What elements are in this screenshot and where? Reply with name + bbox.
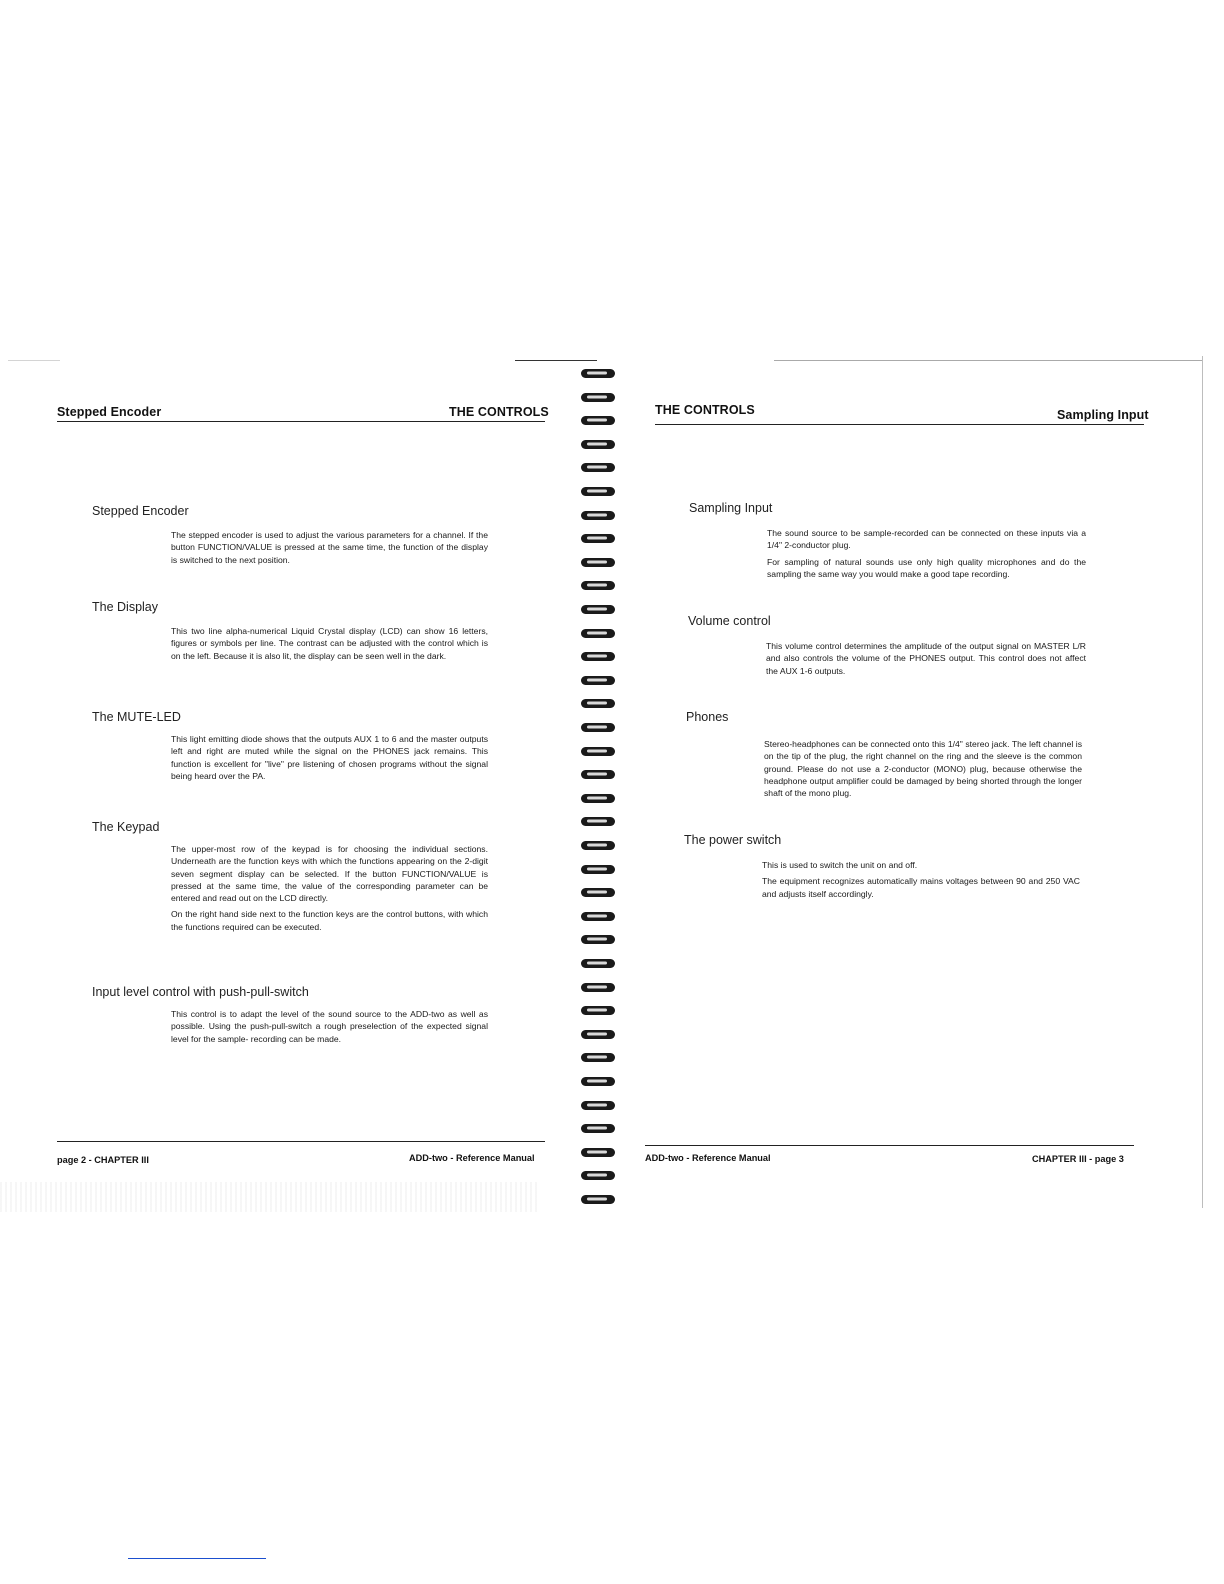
binding-ring [580, 816, 616, 827]
section-the-power-switch [684, 833, 1080, 904]
paragraph: Stereo-headphones can be connected onto this 1/4" stereo jack. The left channel is on the tip of the plug, the right channel on the ring and the sleeve is the common ground. Please do not use a 2-conductor (MONO) plug, because otherwise the headphone output amplifier could be damaged by being shorted through the longer shaft of the mono plug. [764, 739, 1082, 799]
paragraph: The stepped encoder is used to adjust the various parameters for a channel. If the button FUNCTION/VALUE is pressed at the same time, the function of the display is switched to the next position. [171, 530, 488, 565]
binding-ring [580, 958, 616, 969]
section-phones [686, 710, 1082, 803]
binding-ring [580, 793, 616, 804]
section-title: Volume control [688, 614, 771, 628]
binding-ring [580, 533, 616, 544]
binding-ring [580, 462, 616, 473]
paragraph: This two line alpha-numerical Liquid Crystal display (LCD) can show 16 letters, figures or symbols per line. The contrast can be adjusted with the control which is on the left. Because it is also lit, the display can be seen well in the dark. [171, 626, 488, 661]
binding-ring [580, 722, 616, 733]
binding-ring [580, 415, 616, 426]
footer-rule [645, 1145, 1134, 1146]
top-edge-line [774, 360, 1202, 361]
paragraph: This light emitting diode shows that the outputs AUX 1 to 6 and the master outputs left and right are muted while the signal on the PHONES jack remains. This function is excellent for "live" pre listening of chosen programs without the signal being heard over the PA. [171, 734, 488, 781]
header-rule [57, 421, 545, 422]
running-header-left: THE CONTROLS [655, 403, 755, 417]
paragraph: The equipment recognizes automatically mains voltages between 90 and 250 VAC and adjusts itself accordingly. [762, 876, 1080, 899]
spiral-binding [562, 350, 640, 1220]
paragraph: This control is to adapt the level of the sound source to the ADD-two as well as possible. Using the push-pull-switch a rough preselection of the expected signal level for the sample- recording can be made. [171, 1009, 488, 1044]
binding-ring [580, 628, 616, 639]
section-title: The power switch [684, 833, 782, 847]
paragraph: The upper-most row of the keypad is for choosing the individual sections. Underneath are the function keys with which the functions appearing on the 2-digit seven segment display can be selected. If the button FUNCTION/VALUE is pressed at the same time, the value of the corresponding parameter can be entered and read out on the LCD directly. [171, 844, 488, 904]
footer-manual-title: ADD-two - Reference Manual [645, 1153, 771, 1163]
paragraph: On the right hand side next to the function keys are the control buttons, with which the functions required can be executed. [171, 909, 488, 932]
footer-rule [57, 1141, 545, 1142]
section-volume-control [688, 614, 1086, 681]
binding-ring [580, 1005, 616, 1016]
section-sampling-input [689, 501, 1086, 584]
binding-ring [580, 769, 616, 780]
binding-ring [580, 934, 616, 945]
paragraph: For sampling of natural sounds use only high quality microphones and do the sampling the same way you would make a good tape recording. [767, 556, 1086, 579]
running-header-right: Sampling Input [1057, 408, 1149, 422]
paragraph: The sound source to be sample-recorded can be connected on these inputs via a 1/4" 2-conductor plug. [767, 528, 1086, 551]
running-header-left: Stepped Encoder [57, 405, 162, 419]
binding-ring [580, 911, 616, 922]
binding-ring [580, 1029, 616, 1040]
binding-ring [580, 887, 616, 898]
binding-ring [580, 604, 616, 615]
footer-manual-title: ADD-two - Reference Manual [409, 1153, 535, 1163]
section-the-mute-led [92, 710, 488, 786]
binding-ring [580, 1123, 616, 1134]
footer-page-label: CHAPTER III - page 3 [1032, 1154, 1124, 1164]
binding-ring [580, 651, 616, 662]
binding-ring [580, 439, 616, 450]
binding-ring [580, 580, 616, 591]
footer-page-label: page 2 - CHAPTER III [57, 1155, 149, 1165]
paragraph: This is used to switch the unit on and off. [762, 860, 918, 870]
section-the-display [92, 600, 488, 666]
right-page [640, 360, 1224, 1210]
running-header-right: THE CONTROLS [449, 405, 549, 419]
binding-ring [580, 1076, 616, 1087]
binding-ring [580, 1170, 616, 1181]
binding-ring [580, 1052, 616, 1063]
header-rule [655, 424, 1144, 425]
section-title: Stepped Encoder [92, 504, 189, 518]
section-title: Sampling Input [689, 501, 773, 515]
binding-ring [580, 746, 616, 757]
binding-ring [580, 1194, 616, 1205]
top-edge-line [8, 360, 60, 361]
section-title: The Keypad [92, 820, 160, 834]
binding-ring [580, 486, 616, 497]
binding-ring [580, 1147, 616, 1158]
section-title: Input level control with push-pull-switch [92, 985, 309, 999]
section-title: The Display [92, 600, 158, 614]
binding-ring [580, 698, 616, 709]
binding-ring [580, 368, 616, 379]
page-edge-line [1202, 356, 1203, 1208]
binding-ring [580, 840, 616, 851]
binding-ring [580, 1100, 616, 1111]
paragraph: This volume control determines the amplitude of the output signal on MASTER L/R and also controls the volume of the PHONES output. This control does not affect the AUX 1-6 outputs. [766, 641, 1086, 676]
binding-ring [580, 675, 616, 686]
binding-ring [580, 864, 616, 875]
binding-ring [580, 557, 616, 568]
footnote-underline [128, 1558, 266, 1559]
binding-ring [580, 982, 616, 993]
left-page [0, 360, 588, 1210]
section-the-keypad [92, 820, 488, 937]
section-title: The MUTE-LED [92, 710, 181, 724]
scan-noise [0, 1182, 540, 1212]
binding-ring [580, 392, 616, 403]
binding-ring [580, 510, 616, 521]
section-stepped-encoder [92, 504, 488, 570]
section-title: Phones [686, 710, 729, 724]
section-input-level-control [92, 985, 488, 1049]
